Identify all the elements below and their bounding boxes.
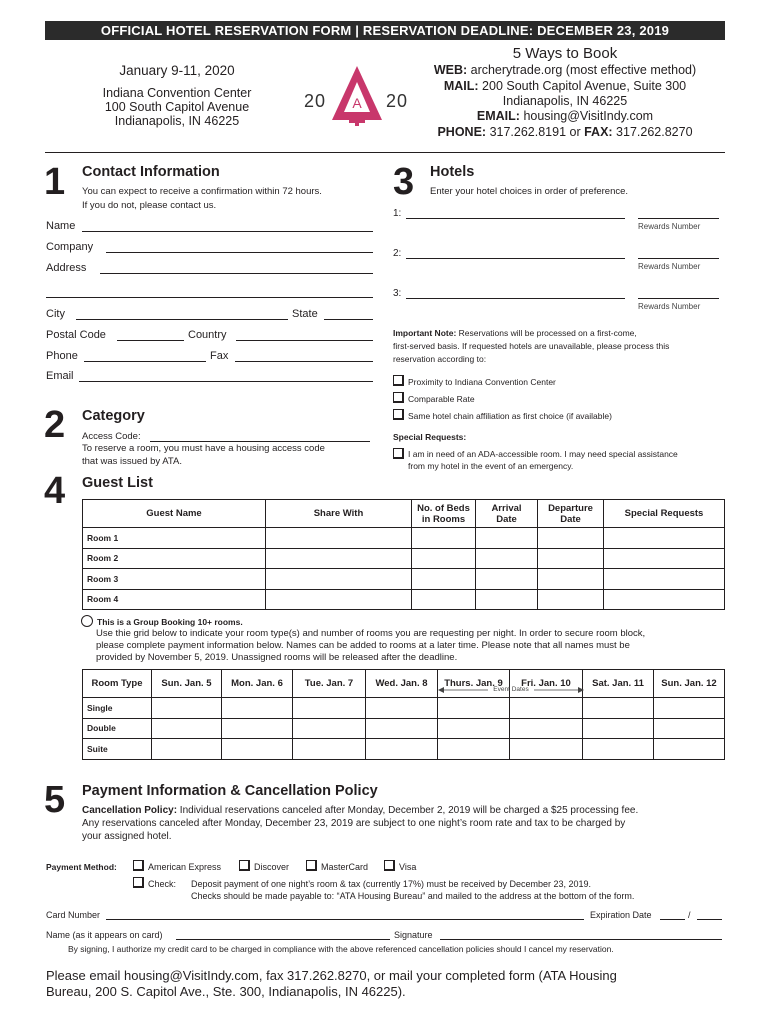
rewards-3-field[interactable] bbox=[638, 298, 719, 299]
postal-label: Postal Code bbox=[46, 329, 106, 341]
contact-title: Contact Information bbox=[82, 164, 220, 180]
logo-year-left: 20 bbox=[304, 91, 327, 111]
room-type-header: Room Type bbox=[83, 670, 152, 698]
day-header-sun5: Sun. Jan. 5 bbox=[152, 670, 222, 698]
phone-field[interactable] bbox=[84, 361, 206, 362]
mail-line: MAIL: 200 South Capitol Avenue, Suite 300 bbox=[443, 79, 687, 93]
double-label: Double bbox=[83, 718, 152, 739]
hotel-choice-3-label: 3: bbox=[393, 288, 402, 299]
comparable-rate-checkbox[interactable] bbox=[393, 392, 404, 403]
room-3-departure[interactable] bbox=[538, 569, 604, 590]
contact-note-1: You can expect to receive a confirmation within 72 hours. bbox=[82, 186, 322, 197]
section-4-number: 4 bbox=[44, 470, 66, 512]
table-row bbox=[83, 569, 725, 590]
room-1-label: Room 1 bbox=[83, 528, 266, 549]
email-field[interactable] bbox=[79, 381, 373, 382]
day-header-fri10: Fri. Jan. 10 bbox=[510, 670, 583, 698]
name-on-card-label: Name (as it appears on card) bbox=[46, 930, 163, 940]
phone-label: Phone bbox=[46, 350, 78, 362]
address-label: Address bbox=[46, 262, 87, 274]
single-cell[interactable] bbox=[293, 698, 366, 719]
double-cell[interactable] bbox=[583, 718, 654, 739]
single-cell[interactable] bbox=[366, 698, 438, 719]
phone-line: PHONE: 317.262.8191 or FAX: 317.262.8270 bbox=[437, 125, 693, 139]
beds-header: No. of Beds in Rooms bbox=[412, 500, 476, 528]
suite-cell[interactable] bbox=[222, 739, 293, 760]
amex-label: American Express bbox=[148, 862, 222, 872]
check-checkbox[interactable] bbox=[133, 877, 144, 888]
expiration-separator: / bbox=[688, 910, 691, 920]
ata-logo-icon bbox=[330, 64, 384, 128]
single-cell[interactable] bbox=[654, 698, 725, 719]
discover-label: Discover bbox=[254, 862, 290, 872]
footer-line-2: Bureau, 200 S. Capitol Ave., Ste. 300, Indianapolis, IN 46225). bbox=[46, 984, 406, 999]
state-field[interactable] bbox=[324, 319, 373, 320]
table-row bbox=[83, 548, 725, 569]
venue-street: 100 South Capitol Avenue bbox=[104, 100, 250, 114]
category-note-1: To reserve a room, you must have a housing access code bbox=[82, 443, 325, 454]
single-cell[interactable] bbox=[222, 698, 293, 719]
rewards-1-label: Rewards Number bbox=[638, 222, 701, 231]
ways-title: 5 Ways to Book bbox=[512, 45, 618, 62]
room-2-departure[interactable] bbox=[538, 548, 604, 569]
room-4-departure[interactable] bbox=[538, 589, 604, 610]
room-3-share[interactable] bbox=[266, 569, 412, 590]
form-banner: OFFICIAL HOTEL RESERVATION FORM | RESERVATION DEADLINE: DECEMBER 23, 2019 bbox=[45, 21, 725, 40]
ada-label-2: from my hotel in the event of an emergency. bbox=[408, 461, 574, 471]
city-field[interactable] bbox=[76, 319, 288, 320]
important-note-1: Important Note: Reservations will be processed on a first-come, bbox=[393, 328, 637, 338]
name-on-card-field[interactable] bbox=[176, 939, 390, 940]
event-dates-label: Event Dates bbox=[493, 686, 529, 693]
suite-cell[interactable] bbox=[654, 739, 725, 760]
table-row bbox=[83, 718, 725, 739]
group-booking-note-2: please complete payment information below. Names can be added to rooms at a later time. Please note that all names must be bbox=[96, 640, 630, 651]
postal-field[interactable] bbox=[117, 340, 184, 341]
payment-method-label: Payment Method: bbox=[46, 862, 117, 872]
access-code-label: Access Code: bbox=[82, 431, 141, 442]
day-header-tue7: Tue. Jan. 7 bbox=[293, 670, 366, 698]
section-3-number: 3 bbox=[393, 161, 415, 203]
check-note-1: Deposit payment of one night’s room & tax (currently 17%) must be received by December 23, 2019. bbox=[191, 879, 592, 889]
hotel-choice-2-field[interactable] bbox=[406, 258, 625, 259]
mastercard-checkbox[interactable] bbox=[306, 860, 317, 871]
room-2-share[interactable] bbox=[266, 548, 412, 569]
group-booking-radio[interactable] bbox=[81, 615, 93, 627]
proximity-checkbox[interactable] bbox=[393, 375, 404, 386]
suite-cell[interactable] bbox=[366, 739, 438, 760]
guest-list-table bbox=[82, 499, 725, 610]
single-label: Single bbox=[83, 698, 152, 719]
svg-text:A: A bbox=[352, 95, 362, 111]
room-1-requests[interactable] bbox=[604, 528, 725, 549]
email-line: EMAIL: housing@VisitIndy.com bbox=[476, 109, 654, 123]
table-row bbox=[83, 698, 725, 719]
category-title: Category bbox=[82, 408, 145, 424]
room-4-beds[interactable] bbox=[412, 589, 476, 610]
important-note-3: reservation according to: bbox=[393, 354, 487, 364]
departure-header: Departure Date bbox=[538, 500, 604, 528]
room-4-arrival[interactable] bbox=[476, 589, 538, 610]
event-dates: January 9-11, 2020 bbox=[119, 63, 235, 78]
fax-field[interactable] bbox=[235, 361, 373, 362]
name-label: Name bbox=[46, 220, 76, 232]
room-3-beds[interactable] bbox=[412, 569, 476, 590]
email-label: Email bbox=[46, 370, 74, 382]
payment-title: Payment Information & Cancellation Policy bbox=[82, 783, 378, 799]
room-block-table bbox=[82, 669, 725, 760]
address-field[interactable] bbox=[100, 273, 373, 274]
table-row bbox=[83, 528, 725, 549]
suite-cell[interactable] bbox=[583, 739, 654, 760]
mail-line-2: Indianapolis, IN 46225 bbox=[502, 94, 628, 108]
suite-cell[interactable] bbox=[152, 739, 222, 760]
check-note-2: Checks should be made payable to: “ATA Housing Bureau” and mailed to the address at the bottom of the form. bbox=[191, 891, 635, 901]
cancellation-policy-2: Any reservations canceled after Monday, December 23, 2019 are subject to one night’s room rate and tax to be charged by bbox=[82, 818, 626, 829]
group-booking-title: This is a Group Booking 10+ rooms. bbox=[97, 617, 243, 627]
hotel-choice-1-label: 1: bbox=[393, 208, 402, 219]
rewards-1-field[interactable] bbox=[638, 218, 719, 219]
visa-label: Visa bbox=[399, 862, 417, 872]
day-header-mon6: Mon. Jan. 6 bbox=[222, 670, 293, 698]
suite-cell[interactable] bbox=[438, 739, 510, 760]
special-requests-header: Special Requests bbox=[604, 500, 725, 528]
logo-year-right: 20 bbox=[386, 91, 409, 111]
mastercard-label: MasterCard bbox=[321, 862, 369, 872]
room-1-departure[interactable] bbox=[538, 528, 604, 549]
expiration-year-field[interactable] bbox=[697, 919, 722, 920]
day-header-wed8: Wed. Jan. 8 bbox=[366, 670, 438, 698]
double-cell[interactable] bbox=[654, 718, 725, 739]
single-cell[interactable] bbox=[152, 698, 222, 719]
country-field[interactable] bbox=[236, 340, 373, 341]
country-label: Country bbox=[188, 329, 227, 341]
hotels-note: Enter your hotel choices in order of preference. bbox=[430, 186, 629, 197]
rewards-3-label: Rewards Number bbox=[638, 302, 701, 311]
section-2-number: 2 bbox=[44, 404, 66, 446]
room-3-requests[interactable] bbox=[604, 569, 725, 590]
room-3-arrival[interactable] bbox=[476, 569, 538, 590]
section-1-number: 1 bbox=[44, 161, 66, 203]
room-4-label: Room 4 bbox=[83, 589, 266, 610]
card-number-label: Card Number bbox=[46, 910, 101, 920]
room-1-beds[interactable] bbox=[412, 528, 476, 549]
room-2-label: Room 2 bbox=[83, 548, 266, 569]
section-5-number: 5 bbox=[44, 779, 66, 821]
double-cell[interactable] bbox=[222, 718, 293, 739]
visa-checkbox[interactable] bbox=[384, 860, 395, 871]
address-field-2[interactable] bbox=[46, 297, 373, 298]
fax-label: Fax bbox=[210, 350, 229, 362]
room-1-share[interactable] bbox=[266, 528, 412, 549]
hotel-choice-1-field[interactable] bbox=[406, 218, 625, 219]
authorization-text: By signing, I authorize my credit card to be charged in compliance with the above referenced cancellation policies should I cancel my reservation. bbox=[68, 944, 614, 954]
card-number-field[interactable] bbox=[106, 919, 584, 920]
share-with-header: Share With bbox=[266, 500, 412, 528]
category-note-2: that was issued by ATA. bbox=[82, 456, 182, 467]
suite-cell[interactable] bbox=[510, 739, 583, 760]
hotel-choice-2-label: 2: bbox=[393, 248, 402, 259]
contact-note-2: If you do not, please contact us. bbox=[82, 200, 217, 211]
room-3-label: Room 3 bbox=[83, 569, 266, 590]
group-booking-note-1: Use thie grid below to indicate your room type(s) and number of rooms you are requesting per night. In order to secure room block, bbox=[96, 628, 646, 639]
discover-checkbox[interactable] bbox=[239, 860, 250, 871]
group-booking-note-3: provided by November 5, 2019. Unassigned rooms will be released after the deadline. bbox=[96, 652, 458, 663]
proximity-label: Proximity to Indiana Convention Center bbox=[408, 377, 556, 387]
day-header-thu9: Thurs. Jan. 9 bbox=[438, 670, 510, 698]
venue-city: Indianapolis, IN 46225 bbox=[114, 114, 240, 128]
table-row bbox=[83, 739, 725, 760]
ada-label-1: I am in need of an ADA-accessible room. I may need special assistance bbox=[408, 449, 678, 459]
company-label: Company bbox=[46, 241, 94, 253]
suite-label: Suite bbox=[83, 739, 152, 760]
same-chain-label: Same hotel chain affiliation as first choice (if available) bbox=[408, 411, 612, 421]
day-header-sun12: Sun. Jan. 12 bbox=[654, 670, 725, 698]
expiration-month-field[interactable] bbox=[660, 919, 685, 920]
day-header-sat11: Sat. Jan. 11 bbox=[583, 670, 654, 698]
cancellation-policy-3: your assigned hotel. bbox=[82, 831, 172, 842]
table-row bbox=[83, 589, 725, 610]
same-chain-checkbox[interactable] bbox=[393, 409, 404, 420]
web-line: WEB: archerytrade.org (most effective method) bbox=[433, 63, 697, 77]
suite-cell[interactable] bbox=[293, 739, 366, 760]
company-field[interactable] bbox=[106, 252, 373, 253]
double-cell[interactable] bbox=[438, 718, 510, 739]
name-field[interactable] bbox=[82, 231, 373, 232]
double-cell[interactable] bbox=[510, 718, 583, 739]
double-cell[interactable] bbox=[293, 718, 366, 739]
email-address[interactable]: housing@VisitIndy.com bbox=[519, 109, 654, 123]
room-1-arrival[interactable] bbox=[476, 528, 538, 549]
single-cell[interactable] bbox=[438, 698, 510, 719]
guest-list-title: Guest List bbox=[82, 475, 153, 491]
room-4-share[interactable] bbox=[266, 589, 412, 610]
signature-field[interactable] bbox=[440, 939, 722, 940]
double-cell[interactable] bbox=[366, 718, 438, 739]
single-cell[interactable] bbox=[583, 698, 654, 719]
web-address[interactable]: archerytrade.org (most effective method) bbox=[467, 63, 697, 77]
important-note-2: first-served basis. If requested hotels are unavailable, please process this bbox=[393, 341, 670, 351]
hotel-choice-3-field[interactable] bbox=[406, 298, 625, 299]
signature-label: Signature bbox=[394, 930, 433, 940]
footer-line-1: Please email housing@VisitIndy.com, fax 317.262.8270, or mail your completed form (ATA Housing bbox=[46, 968, 617, 983]
state-label: State bbox=[292, 308, 318, 320]
room-4-requests[interactable] bbox=[604, 589, 725, 610]
double-cell[interactable] bbox=[152, 718, 222, 739]
arrival-header: Arrival Date bbox=[476, 500, 538, 528]
ada-checkbox[interactable] bbox=[393, 448, 404, 459]
hotels-title: Hotels bbox=[430, 164, 475, 180]
single-cell[interactable] bbox=[510, 698, 583, 719]
city-label: City bbox=[46, 308, 65, 320]
expiration-label: Expiration Date bbox=[590, 910, 652, 920]
comparable-rate-label: Comparable Rate bbox=[408, 394, 475, 404]
room-2-arrival[interactable] bbox=[476, 548, 538, 569]
check-label: Check: bbox=[148, 879, 177, 889]
room-2-beds[interactable] bbox=[412, 548, 476, 569]
rewards-2-label: Rewards Number bbox=[638, 262, 701, 271]
amex-checkbox[interactable] bbox=[133, 860, 144, 871]
special-requests-label: Special Requests: bbox=[393, 432, 467, 442]
rewards-2-field[interactable] bbox=[638, 258, 719, 259]
header-divider bbox=[45, 152, 725, 153]
room-2-requests[interactable] bbox=[604, 548, 725, 569]
cancellation-policy-1: Cancellation Policy: Individual reservations canceled after Monday, December 2, 2019 will be charged a $25 processing fee. bbox=[82, 805, 639, 816]
venue-name: Indiana Convention Center bbox=[102, 86, 252, 100]
guest-name-header: Guest Name bbox=[83, 500, 266, 528]
